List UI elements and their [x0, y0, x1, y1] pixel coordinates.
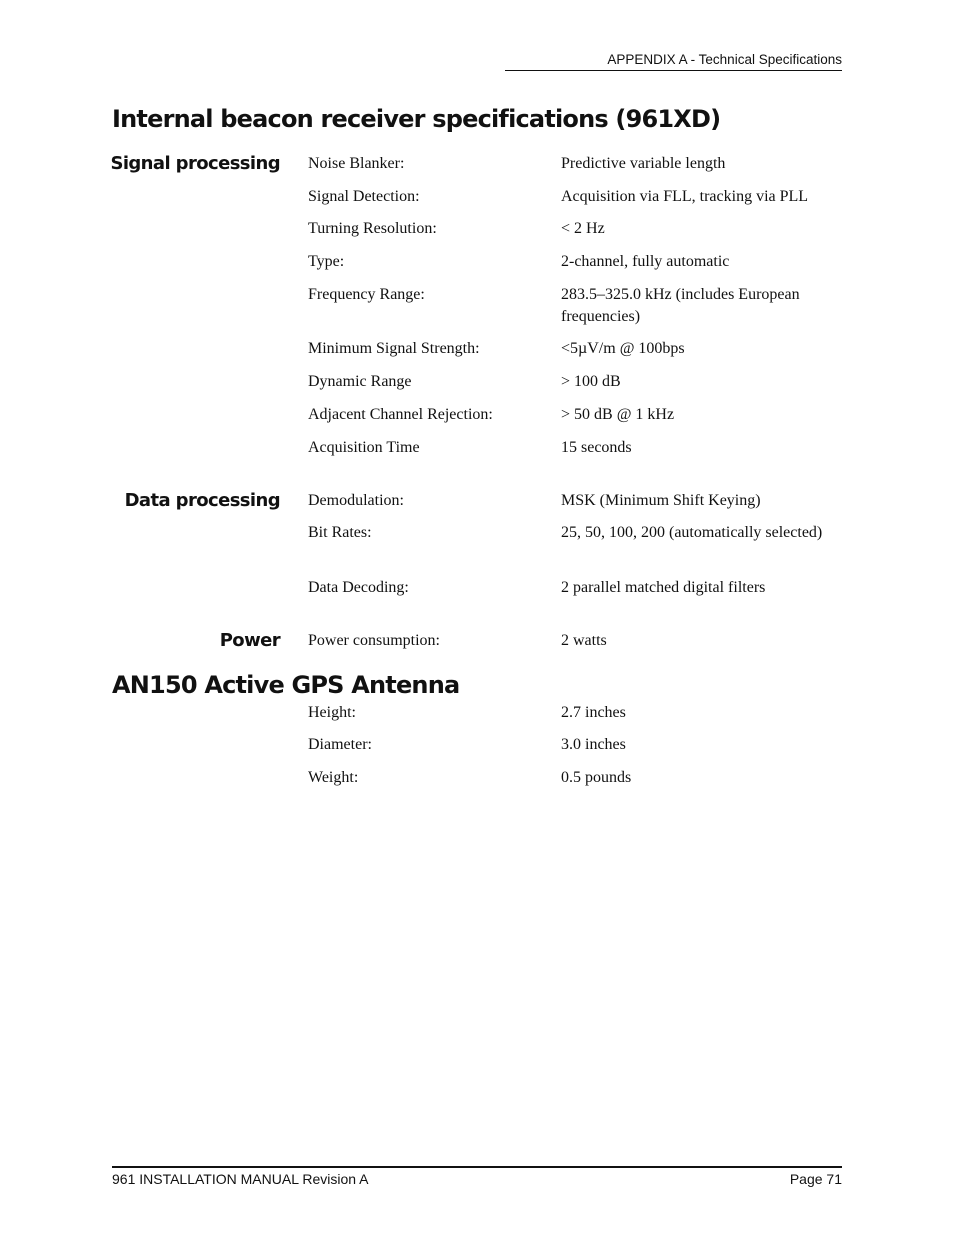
page-footer — [112, 1166, 842, 1187]
spec-value: Predictive variable length — [561, 155, 726, 172]
spec-label: Demodulation: — [308, 492, 404, 509]
spec-label: Power consumption: — [308, 632, 440, 649]
spec-label: Frequency Range: — [308, 286, 425, 303]
spec-value: > 50 dB @ 1 kHz — [561, 406, 675, 423]
section-title-gps-antenna: AN150 Active GPS Antenna — [112, 671, 460, 699]
spec-label: Weight: — [308, 769, 359, 786]
footer-page-number: Page 71 — [789, 1171, 842, 1187]
spec-value: < 2 Hz — [561, 220, 605, 237]
spec-label: Dynamic Range — [308, 373, 412, 390]
spec-label: Minimum Signal Strength: — [308, 340, 480, 357]
running-header: APPENDIX A - Technical Specifications — [505, 50, 842, 71]
group-heading-signal-processing: Signal processing — [110, 153, 280, 174]
spec-label: Turning Resolution: — [308, 220, 437, 237]
spec-label: Type: — [308, 253, 345, 270]
spec-value: MSK (Minimum Shift Keying) — [561, 492, 761, 509]
spec-label: Signal Detection: — [308, 188, 420, 205]
spec-label: Noise Blanker: — [308, 155, 405, 172]
spec-value: Acquisition via FLL, tracking via PLL — [561, 188, 809, 205]
footer-manual-title: 961 INSTALLATION MANUAL Revision A — [112, 1171, 369, 1187]
spec-label: Diameter: — [308, 736, 372, 753]
spec-label: Height: — [308, 704, 356, 721]
spec-value: 2.7 inches — [561, 704, 626, 721]
section-title-beacon-receiver: Internal beacon receiver specifications (961XD) — [112, 105, 721, 133]
spec-label: Bit Rates: — [308, 524, 372, 541]
spec-value: <5µV/m @ 100bps — [561, 340, 685, 357]
spec-value: 2-channel, fully automatic — [561, 253, 730, 270]
group-heading-power: Power — [219, 630, 280, 651]
spec-value: 2 watts — [561, 632, 607, 649]
spec-value: 2 parallel matched digital filters — [561, 579, 766, 596]
spec-label: Adjacent Channel Rejection: — [308, 406, 493, 423]
spec-label: Data Decoding: — [308, 579, 409, 596]
spec-value: 283.5–325.0 kHz (includes European frequencies) — [561, 286, 800, 325]
spec-value: 3.0 inches — [561, 736, 626, 753]
spec-value: 15 seconds — [561, 439, 632, 456]
spec-value: 0.5 pounds — [561, 769, 632, 786]
spec-value: > 100 dB — [561, 373, 621, 390]
spec-value: 25, 50, 100, 200 (automatically selected) — [561, 524, 823, 541]
group-heading-data-processing: Data processing — [124, 490, 280, 511]
spec-label: Acquisition Time — [308, 439, 420, 456]
